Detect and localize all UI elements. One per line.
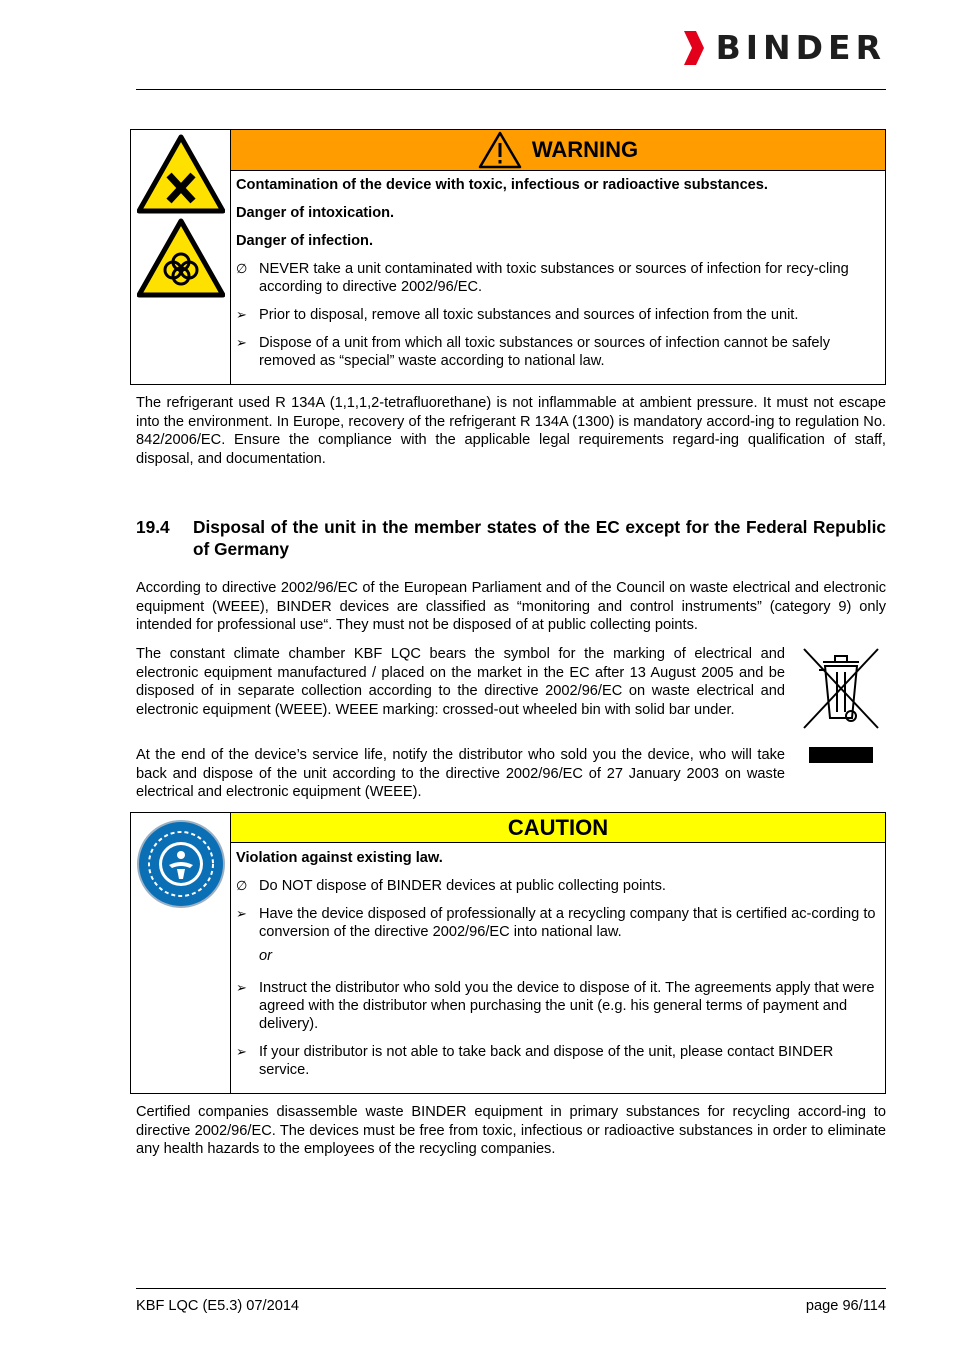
caution-instruction — [236, 1043, 879, 1079]
arrow-bullet-icon: ➢ — [236, 906, 247, 921]
warning-instruction — [236, 334, 879, 370]
binder-logo-mark-icon — [684, 31, 704, 65]
caution-icon-column — [131, 813, 231, 1093]
weee-marking-paragraph: The constant climate chamber KBF LQC bears the symbol for the marking of electrical and electronic equipment manufactured / placed on the market in the EC after 13 August 2005 and be disposed of in separate collection according to the directive 2002/96/EC on waste electrical and electronic equipment (WEEE). WEEE marking: crossed-out wheeled bin with solid bar under. — [136, 646, 785, 718]
instruction-text: NEVER take a unit contaminated with toxic substances or sources of infection for recy-cling according to directive 2002/96/EC. — [259, 261, 849, 295]
warning-instruction — [236, 260, 879, 296]
instruction-text: Instruct the distributor who sold you the device to dispose of it. The agreements apply that were agreed with the distributor when purchasing the unit (e.g. his general terms of payment and delivery). — [259, 980, 875, 1032]
footer-page-number: page 96/114 — [805, 1298, 886, 1314]
caution-box — [130, 812, 886, 1094]
warning-instruction — [236, 306, 879, 324]
caution-instruction — [236, 979, 879, 1033]
warning-hazard-line: Danger of infection. — [236, 233, 374, 249]
footer-rule — [136, 1288, 886, 1289]
arrow-bullet-icon: ➢ — [236, 980, 247, 995]
weee-classification-paragraph: According to directive 2002/96/EC of the European Parliament and of the Council on waste electrical and electronic equipment (WEEE), BINDER devices are classified as “monitoring and control instruments” (category 9) only intended for professional use“. They must not be disposed of at public collecting points. — [136, 580, 886, 634]
section-number: 19.4 — [136, 517, 170, 537]
weee-bin-icon — [801, 646, 881, 766]
warning-hazard-line: Contamination of the device with toxic, infectious or radioactive substances. — [236, 177, 768, 193]
service-life-paragraph: At the end of the device’s service life, notify the distributor who sold you the device, who will take back and dispose of the unit according to the directive 2002/96/EC of 27 January 2003 on waste electrical and electronic equipment (WEEE). — [136, 747, 785, 801]
environment-label-icon — [136, 819, 226, 909]
arrow-bullet-icon: ➢ — [236, 1044, 247, 1059]
instruction-text: Dispose of a unit from which all toxic substances or sources of infection cannot be safely removed as “special” waste according to national law. — [259, 335, 831, 369]
instruction-text: Prior to disposal, remove all toxic substances and sources of infection from the unit. — [259, 307, 799, 323]
caution-signal-word: CAUTION — [507, 814, 609, 840]
brand-name: BINDER — [715, 28, 886, 67]
warning-hazard-line: Danger of intoxication. — [236, 205, 395, 221]
caution-instruction — [236, 877, 879, 895]
prohibition-symbol: ∅ — [236, 261, 248, 276]
warning-box — [130, 129, 886, 385]
warning-icon-column — [131, 130, 231, 384]
or-label: or — [259, 948, 272, 964]
section-title: Disposal of the unit in the member states of the EC except for the Federal Republic of Germany — [193, 517, 886, 559]
warning-triangle-icon — [478, 131, 522, 169]
harmful-substance-icon — [137, 134, 225, 214]
arrow-bullet-icon: ➢ — [236, 335, 247, 350]
binder-logo — [684, 30, 886, 66]
caution-signal-header — [231, 813, 885, 843]
instruction-text: If your distributor is not able to take back and dispose of the unit, please contact BINDER service. — [259, 1044, 834, 1078]
refrigerant-paragraph: The refrigerant used R 134A (1,1,1,2-tetrafluorethane) is not inflammable at ambient pressure. It must not escape into the environment. In Europe, recovery of the refrigerant R 134A (1300) is mandatory accord-ing to regulation No. 842/2006/EC. Ensure the compliance with the applicable legal requirements regard-ing qualification of staff, disposal, and documentation. — [136, 395, 886, 467]
warning-signal-word: WARNING — [531, 137, 639, 162]
recycling-paragraph: Certified companies disassemble waste BINDER equipment in primary substances for recycling accord-ing to directive 2002/96/EC. The devices must be free from toxic, infectious or radioactive substances in order to eliminate any health hazards to the employees of the recycling companies. — [136, 1104, 886, 1158]
arrow-bullet-icon: ➢ — [236, 307, 247, 322]
footer-doc-id: KBF LQC (E5.3) 07/2014 — [136, 1298, 300, 1314]
caution-hazard-line: Violation against existing law. — [236, 850, 443, 866]
header-rule — [136, 89, 886, 90]
biohazard-icon — [137, 218, 225, 298]
caution-instruction — [236, 905, 879, 941]
instruction-text: Do NOT dispose of BINDER devices at public collecting points. — [259, 878, 666, 894]
warning-signal-header — [231, 130, 885, 171]
prohibition-symbol: ∅ — [236, 878, 248, 893]
section-heading — [136, 516, 886, 560]
instruction-text: Have the device disposed of professionally at a recycling company that is certified ac-cording to conversion of the directive 2002/96/EC into national law. — [259, 906, 876, 940]
